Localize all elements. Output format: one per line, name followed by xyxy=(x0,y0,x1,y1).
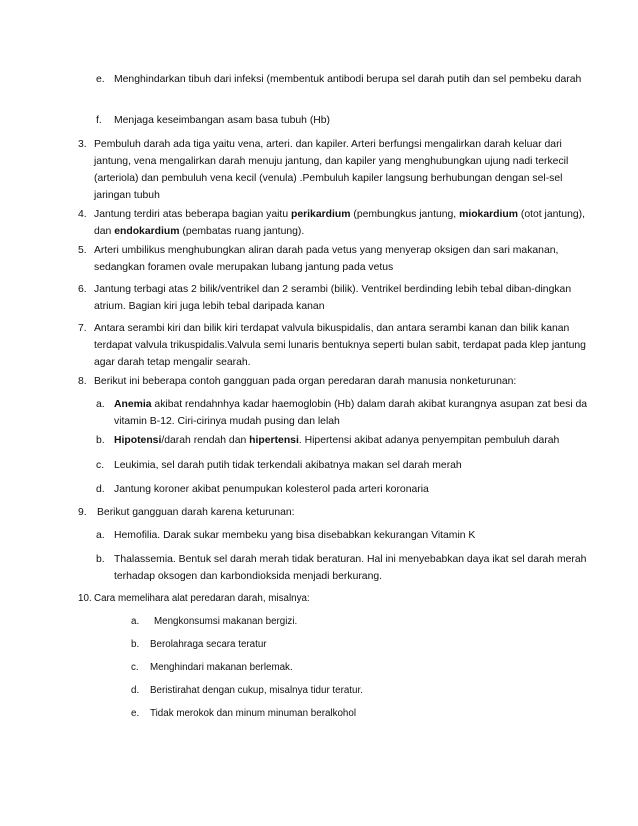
item-label: c. xyxy=(96,460,105,471)
item-text: Hemofilia. Darak sukar membeku yang bisa disebabkan kekurangan Vitamin K xyxy=(114,530,476,541)
item-text: Leukimia, sel darah putih tidak terkendali akibatnya makan sel darah merah xyxy=(114,460,462,471)
item-text: Cara memelihara alat peredaran darah, misalnya: xyxy=(94,593,310,604)
item-label: e. xyxy=(131,708,140,719)
item-text: Menghindarkan tibuh dari infeksi (membentuk antibodi berupa sel darah putih dan sel pembeku darah xyxy=(114,74,582,85)
list-item-8a xyxy=(96,396,596,430)
item-text: Menghindari makanan berlemak. xyxy=(150,662,293,673)
item-label: c. xyxy=(131,662,139,673)
item-text: Jantung terbagi atas 2 bilik/ventrikel dan 2 serambi (bilik). Ventrikel berdinding lebih tebal diban-dingkan atrium. Bagian kiri juga lebih tebal daripada kanan xyxy=(94,284,572,312)
item-text: Thalassemia. Bentuk sel darah merah tidak beraturan. Hal ini menyebabkan daya ikat sel darah merah terhadap oksogen dan karbondioksida menjadi berkurang. xyxy=(114,554,587,582)
list-item-5 xyxy=(78,242,598,276)
item-label: b. xyxy=(96,435,105,446)
item-text: Antara serambi kiri dan bilik kiri terdapat valvula bikuspidalis, dan antara serambi kanan dan bilik kanan terdapat valvula trikuspidalis.Valvula semi lunaris bentuknya seperti bulan sabit, terdapat pada klep jantung agar darah tetap mengalir searah. xyxy=(94,323,586,368)
term-hipotensi: Hipotensi xyxy=(114,435,162,446)
list-item-10e xyxy=(131,705,561,722)
term-endokardium: endokardium xyxy=(114,226,180,237)
list-item-8 xyxy=(78,373,598,390)
item-label: 7. xyxy=(78,323,87,334)
item-label: 8. xyxy=(78,376,87,387)
list-item-7 xyxy=(78,320,598,371)
item-text: Hipotensi/darah rendah dan hipertensi. Hipertensi akibat adanya penyempitan pembuluh darah xyxy=(114,435,560,446)
list-item-f xyxy=(96,112,596,129)
item-label: d. xyxy=(131,685,140,696)
item-text: Mengkonsumsi makanan bergizi. xyxy=(154,616,298,627)
item-text: Anemia akibat rendahnhya kadar haemoglobin (Hb) dalam darah akibat kurangnya asupan zat besi da vitamin B-12. Ciri-cirinya mudah pusing dan lelah xyxy=(114,399,588,427)
item-label: 3. xyxy=(78,139,87,150)
term-anemia: Anemia xyxy=(114,399,152,410)
item-text: Arteri umbilikus menghubungkan aliran darah pada vetus yang menyerap oksigen dan sari makanan, sedangkan foramen ovale merupakan lubang jantung pada vetus xyxy=(94,245,559,273)
item-text: Berikut gangguan darah karena keturunan: xyxy=(97,507,295,518)
item-label: 9. xyxy=(78,507,87,518)
list-item-10 xyxy=(78,590,598,607)
item-label: b. xyxy=(96,554,105,565)
item-label: a. xyxy=(96,399,105,410)
list-item-8c xyxy=(96,457,596,474)
item-label: e. xyxy=(96,74,105,85)
item-label: f. xyxy=(96,115,102,126)
item-text: Berolahraga secara teratur xyxy=(150,639,267,650)
item-label: b. xyxy=(131,639,140,650)
list-item-4 xyxy=(78,206,598,240)
list-item-6 xyxy=(78,281,598,315)
item-label: 10. xyxy=(78,593,92,604)
list-item-8b xyxy=(96,432,596,449)
item-label: 6. xyxy=(78,284,87,295)
list-item-3 xyxy=(78,136,598,204)
list-item-8d xyxy=(96,481,596,498)
item-label: 5. xyxy=(78,245,87,256)
item-text: Jantung koroner akibat penumpukan kolesterol pada arteri koronaria xyxy=(114,484,429,495)
list-item-10a xyxy=(131,613,561,630)
term-miokardium: miokardium xyxy=(459,209,518,220)
item-label: 4. xyxy=(78,209,87,220)
item-label: a. xyxy=(131,616,140,627)
list-item-9 xyxy=(78,504,598,521)
list-item-e xyxy=(96,71,596,88)
list-item-10c xyxy=(131,659,561,676)
item-text: Berikut ini beberapa contoh gangguan pada organ peredaran darah manusia nonketurunan: xyxy=(94,376,517,387)
item-text: Beristirahat dengan cukup, misalnya tidur teratur. xyxy=(150,685,363,696)
item-label: d. xyxy=(96,484,105,495)
item-text: Pembuluh darah ada tiga yaitu vena, arteri. dan kapiler. Arteri berfungsi mengalirkan darah keluar dari jantung, vena mengalirkan darah menuju jantung, dan kapiler yang menghubungkan ujung nadi terkecil (arteriola) dan pembuluh vena kecil (venula) .Pembuluh kapiler langsung berhubungan dengan sel-sel jaringan tubuh xyxy=(94,139,569,201)
list-item-9b xyxy=(96,551,596,585)
list-item-10d xyxy=(131,682,561,699)
item-label: a. xyxy=(96,530,105,541)
term-perikardium: perikardium xyxy=(290,209,351,220)
item-text: Menjaga keseimbangan asam basa tubuh (Hb) xyxy=(114,115,331,126)
list-item-9a xyxy=(96,527,596,544)
item-text: Tidak merokok dan minum minuman beralkohol xyxy=(150,708,357,719)
term-hipertensi: hipertensi xyxy=(249,435,299,446)
list-item-10b xyxy=(131,636,561,653)
item-text: Jantung terdiri atas beberapa bagian yaitu perikardium (pembungkus jantung, miokardium (otot jantung), dan endokardium (pembatas ruang jantung). xyxy=(94,209,585,237)
